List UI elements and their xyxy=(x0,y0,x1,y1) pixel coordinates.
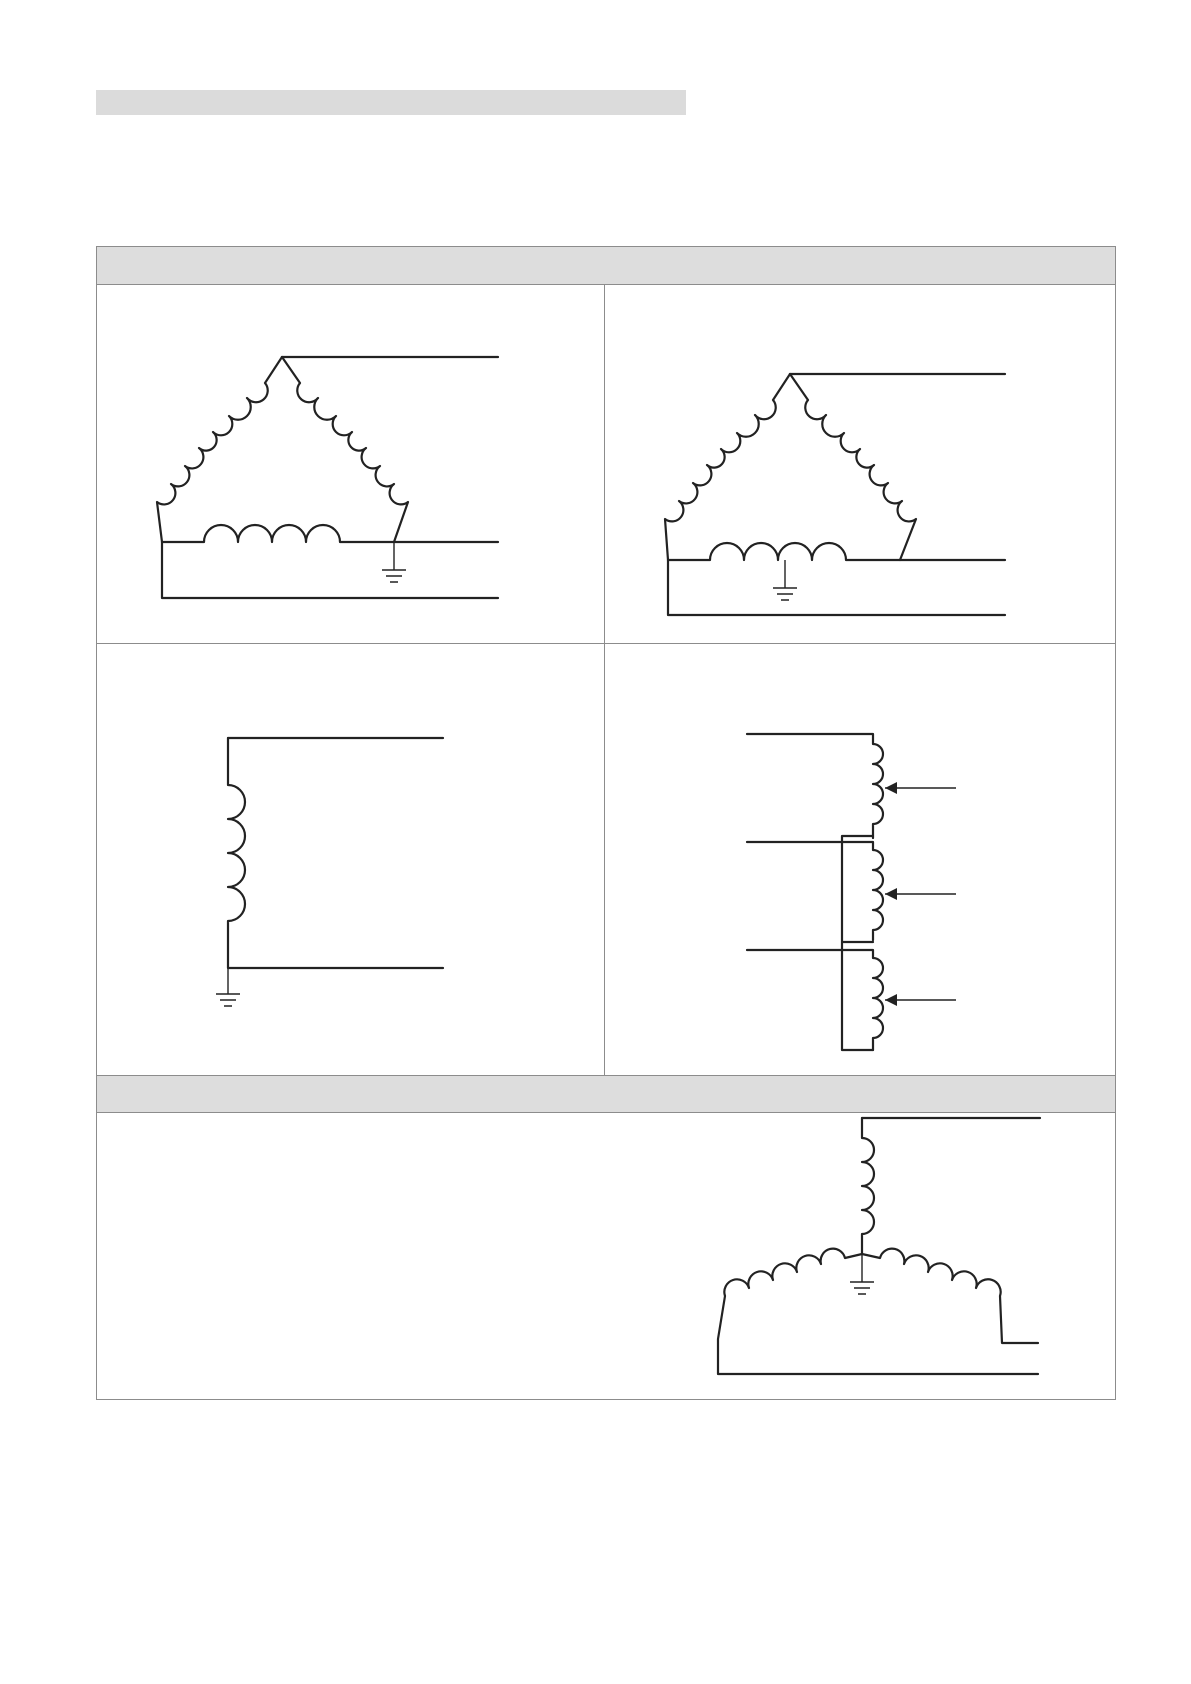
ground-icon xyxy=(382,542,406,582)
ground-icon xyxy=(216,968,240,1006)
arrow-icon xyxy=(885,994,956,1006)
arrow-icon xyxy=(885,782,956,794)
three-single-phase-diagram xyxy=(747,734,956,1050)
delta-corner-grounded-diagram xyxy=(157,357,498,598)
single-phase-grounded-diagram xyxy=(216,738,443,1006)
wye-grounded-diagram xyxy=(718,1118,1040,1374)
ground-icon xyxy=(850,1254,874,1294)
ground-icon xyxy=(773,560,797,600)
arrow-icon xyxy=(885,888,956,900)
delta-center-tap-grounded-diagram xyxy=(665,374,1005,615)
